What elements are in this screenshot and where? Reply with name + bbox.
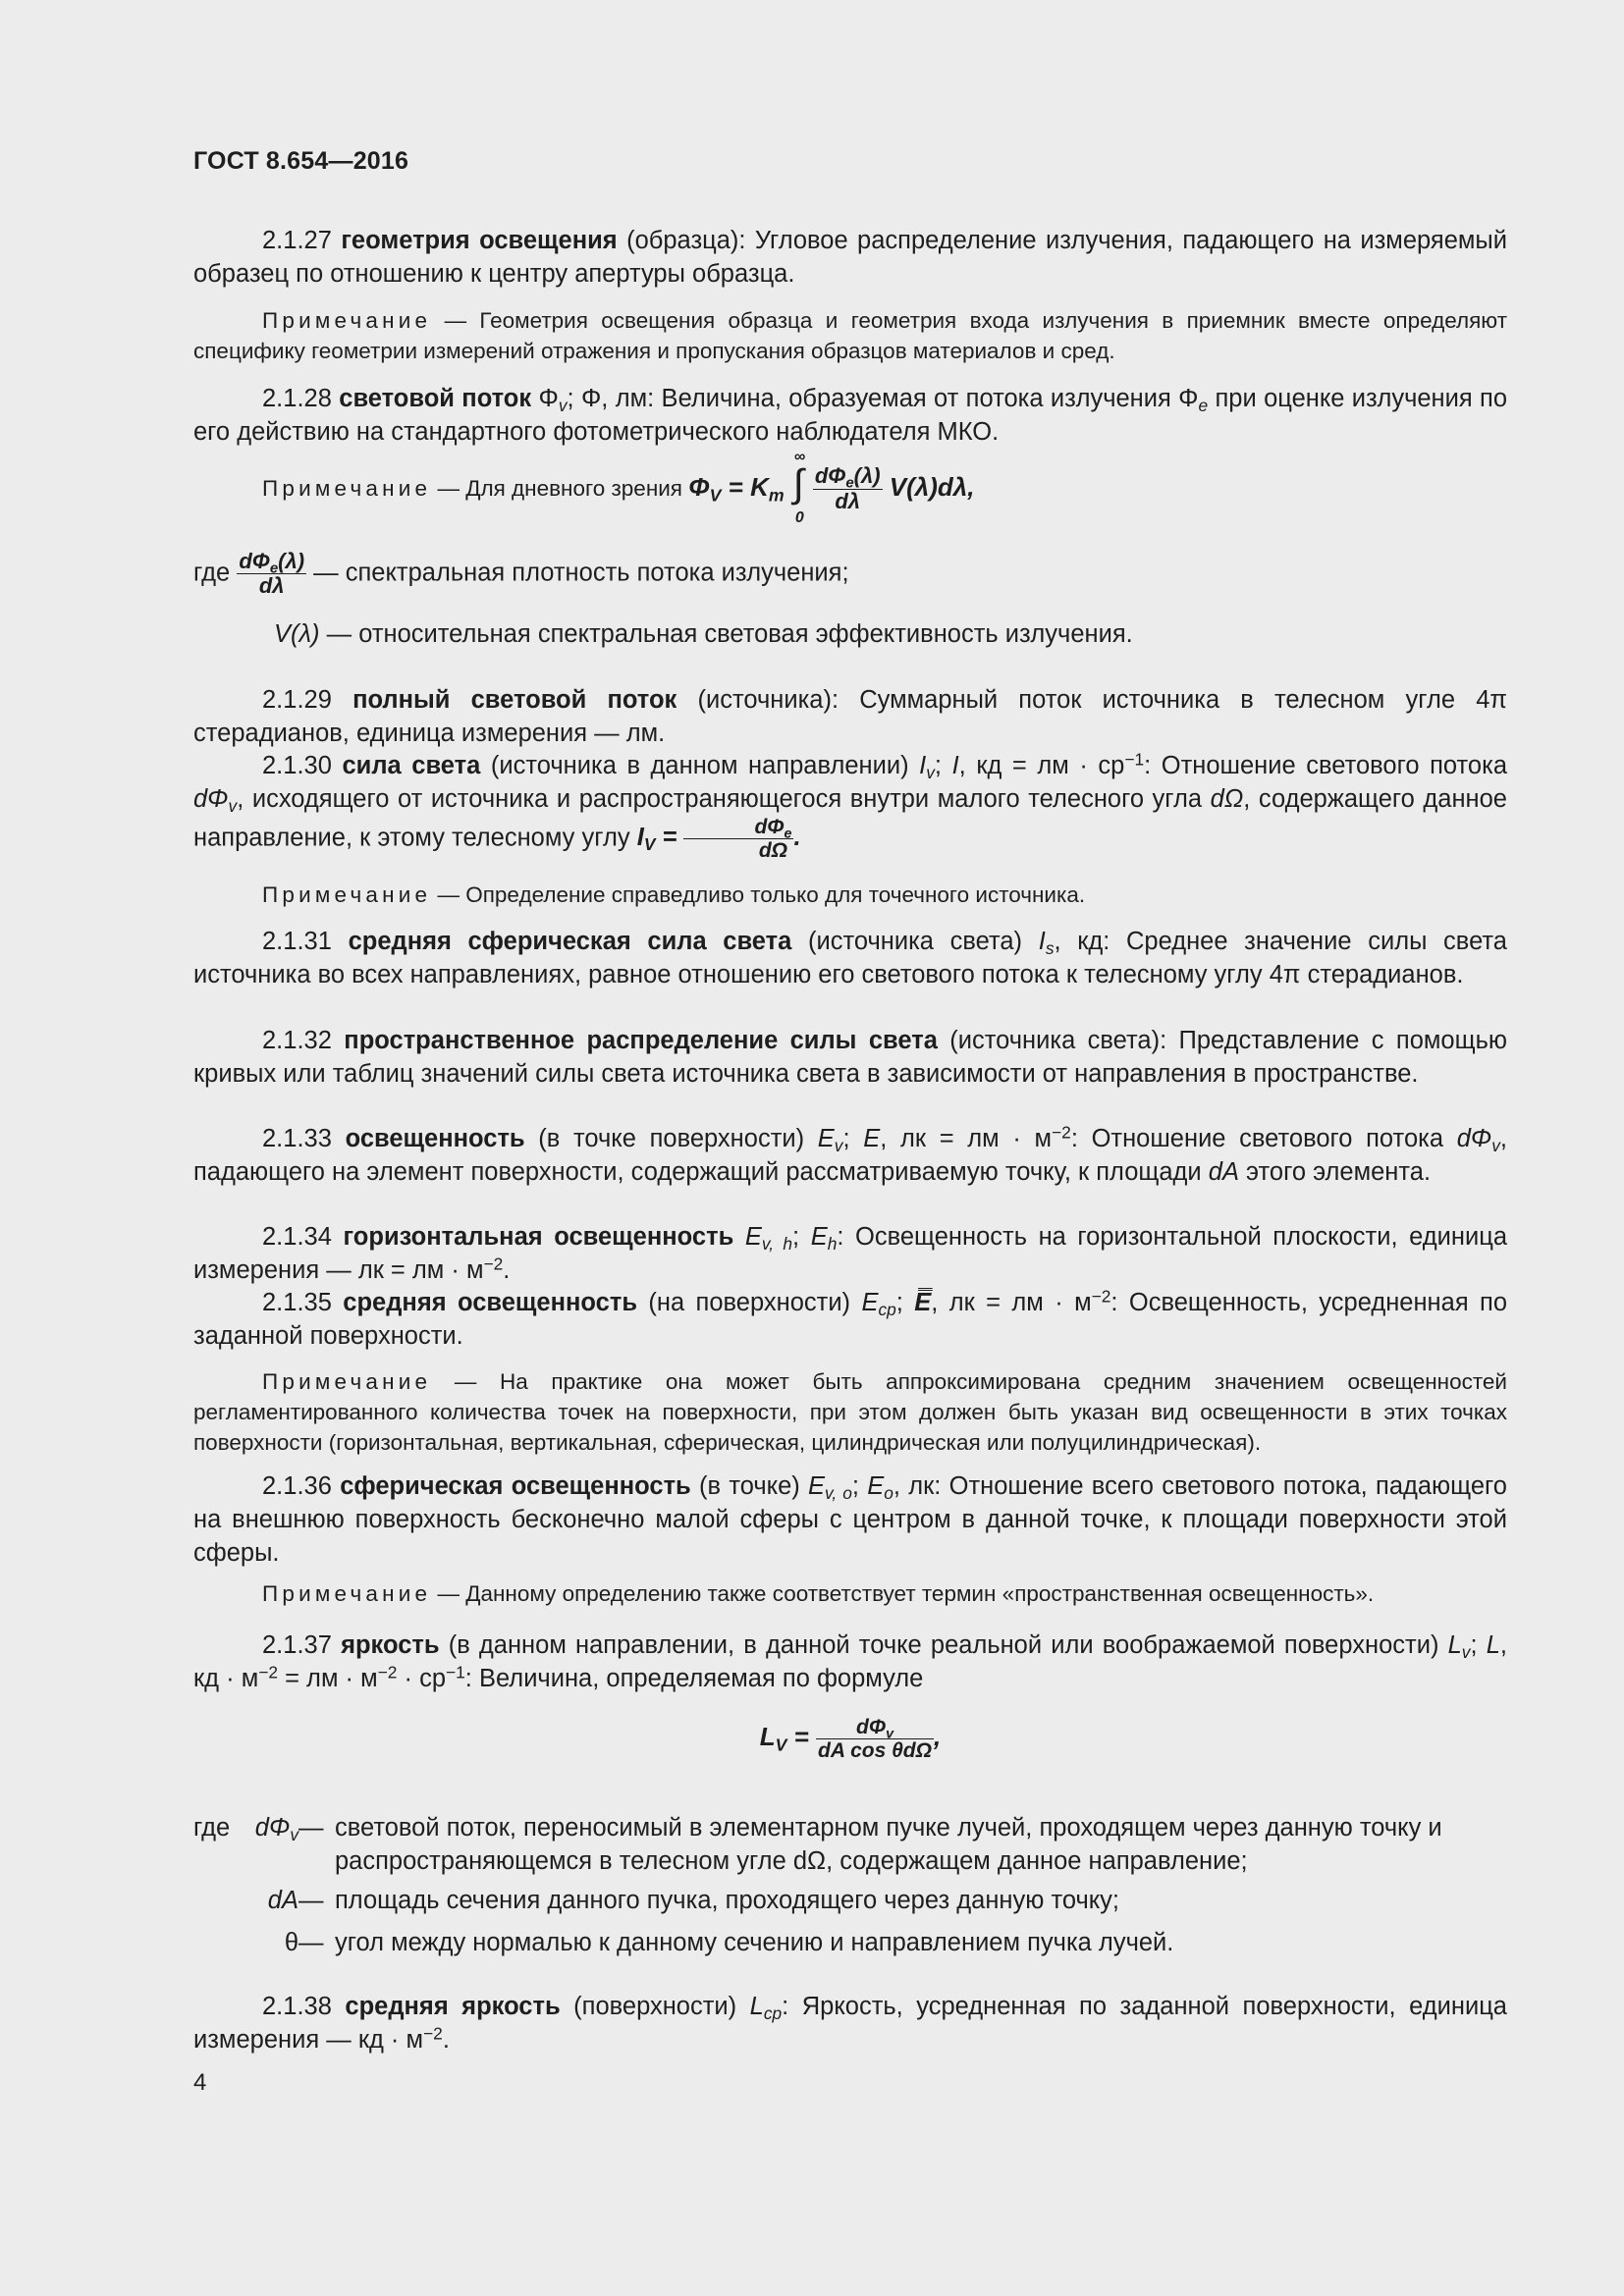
fraction: $\frac{d\Phi_v}{\text{dA cos θdΩ}}$ [818, 1716, 933, 1763]
section-2-1-36 [193, 1469, 1507, 1570]
where-row-1: где $\frac{d\Phi_e(\lambda)}{d\lambda}$ — спектральная плотность потока излучения; [193, 549, 849, 599]
where-text-2: площадь сечения данного пучка, проходящего через данную точку; [335, 1887, 1120, 1914]
where-dash-1: — [298, 1814, 324, 1842]
definition-paragraph: 2.1.29 полный световой поток (источника): Суммарный поток источника в телесном угле 4π стерадианов, единица измерения — лм. [193, 686, 1507, 747]
definition-paragraph: 2.1.36 сферическая освещенность (в точке) $E_{v, o}$; $E_o$, лк: Отношение всего светового потока, падающего на внешнюю поверхность бесконечно малой сферы с центром в данной точке, к площади поверхности этой сферы. [193, 1472, 1507, 1567]
term: геометрия освещения [341, 227, 618, 254]
integral-sign: ∞ ∫ 0 [792, 449, 806, 526]
section-2-1-38 [193, 1990, 1507, 2056]
note-2-1-30 [193, 880, 1507, 910]
formula-intensity: $I_V$ = $\frac{d\Phi_e}{d\Omega}$ . [636, 816, 801, 863]
definition-paragraph: 2.1.32 пространственное распределение силы света (источника света): Представление с помощью кривых или таблиц значений силы света источника света в зависимости от направления в пространстве. [193, 1027, 1507, 1088]
note-label: Примечание [262, 1581, 432, 1606]
term: пространственное распределение силы света [344, 1027, 938, 1054]
where-row-2: V(λ) — относительная спектральная световая эффективность излучения. [274, 620, 1133, 648]
fraction: $\frac{d\Phi_e(\lambda)}{d\lambda}$ [239, 549, 305, 599]
fraction: $\frac{d\Phi_e(\lambda)}{d\lambda}$ [814, 463, 881, 513]
formula-luminance: $L_V$ = $\frac{d\Phi_v}{\text{dA cos θdΩ}}$ , [759, 1716, 942, 1763]
note-2-1-35 [193, 1366, 1507, 1458]
note-label: Примечание [262, 882, 432, 907]
section-2-1-30 [193, 749, 1507, 862]
term: средняя сферическая сила света [348, 928, 792, 955]
where-dash-2: — [298, 1887, 324, 1914]
note-paragraph: Примечание — Для дневного зрения [262, 475, 689, 501]
formula-luminous-flux: $\Phi_V = K_m$ ∞ ∫ 0 $\frac{d\Phi_e(\lambda)}{d\lambda}$ V(λ)dλ, [688, 449, 975, 526]
note-label: Примечание [262, 308, 432, 333]
note-2-1-36 [193, 1578, 1507, 1609]
note-label: Примечание [262, 1369, 432, 1394]
term: световой поток [339, 385, 532, 412]
term: освещенность [345, 1125, 525, 1152]
where-label: где [193, 1814, 231, 1842]
definition-paragraph: 2.1.27 геометрия освещения (образца): Угловое распределение излучения, падающего на измеряемый образец по отношению к центру апертуры образца. [193, 227, 1507, 288]
section-2-1-28 [193, 382, 1507, 449]
definition-paragraph: 2.1.38 средняя яркость (поверхности) $L_{ср}$: Яркость, усредненная по заданной поверхности, единица измерения — кд · $м^{-2}$. [193, 1993, 1507, 2054]
term: средняя яркость [345, 1993, 561, 2020]
section-2-1-37 [193, 1629, 1507, 1695]
definition-paragraph: 2.1.28 световой поток $\Phi_v$; Φ, лм: Величина, образуемая от потока излучения $\Phi_e$ при оценке излучения по его действию на стандартного фотометрического наблюдателя МКО. [193, 385, 1508, 446]
fraction: $\frac{d\Phi_e}{d\Omega}$ [683, 816, 793, 862]
term: сферическая освещенность [340, 1472, 691, 1500]
note-label: Примечание [262, 475, 432, 501]
where-symbol-da: dA [267, 1887, 298, 1914]
section-2-1-35 [193, 1286, 1507, 1353]
term: средняя освещенность [343, 1289, 638, 1316]
term: сила света [342, 752, 481, 779]
page-number: 4 [193, 2069, 207, 2096]
note-paragraph: Примечание — Определение справедливо только для точечного источника. [262, 882, 1086, 907]
note-paragraph: Примечание — Данному определению также соответствует термин «пространственная освещенность». [262, 1581, 1375, 1606]
term: полный световой поток [352, 686, 677, 714]
definition-paragraph: 2.1.31 средняя сферическая сила света (источника света) $I_s$, кд: Среднее значение силы света источника во всех направлениях, равное отношению его светового потока к телесному углу 4π стерадианов. [193, 928, 1507, 988]
section-2-1-27 [193, 224, 1507, 291]
section-2-1-32 [193, 1024, 1507, 1091]
where-text-3: угол между нормалью к данному сечению и направлением пучка лучей. [335, 1929, 1174, 1956]
note-2-1-28 [262, 449, 1507, 526]
section-2-1-29 [193, 683, 1507, 750]
definition-paragraph: 2.1.33 освещенность (в точке поверхности) $E_v$; E, лк = лм · $м^{-2}$: Отношение светового потока $d\Phi_v$, падающего на элемент поверхности, содержащий рассматриваемую точку, к площади dA этого элемента. [193, 1122, 1507, 1186]
where-dash-3: — [298, 1929, 324, 1956]
definition-paragraph: 2.1.35 средняя освещенность (на поверхности) $E_{ср}$; E̿, лк = лм · $м^{-2}$: Освещенность, усредненная по заданной поверхности. [193, 1286, 1507, 1350]
definition-paragraph: 2.1.30 сила света (источника в данном направлении) $I_v$; I, кд = лм · $ср^{-1}$: Отношение светового потока $d\Phi_v$, исходящего от источника и распространяющегося внутри малого телесного угла dΩ, содержащего данное направление, к этому телесному углу $I_V$ = $\frac{d\Phi_e}{d\Omega}$ . [193, 749, 1507, 863]
note-paragraph: Примечание — Геометрия освещения образца и геометрия входа излучения в приемник вместе определяют специфику геометрии измерений отражения и пропускания образцов материалов и сред. [193, 308, 1507, 363]
document-header: ГОСТ 8.654—2016 [193, 147, 409, 175]
where-symbol-dphi: $d\Phi_v$ [254, 1814, 298, 1845]
definition-paragraph: 2.1.37 яркость (в данном направлении, в данной точке реальной или воображаемой поверхности) $L_v$; L, кд · $м^{-2}$ = лм · $м^{-2} \cdot ср^{-1}$: Величина, определяемая по формуле [193, 1631, 1507, 1692]
definition-paragraph: 2.1.34 горизонтальная освещенность $E_{v, h}$; $E_h$: Освещенность на горизонтальной плоскости, единица измерения — лк = лм · $м^{-2}$. [193, 1223, 1508, 1284]
where-text-1: световой поток, переносимый в элементарном пучке лучей, проходящем через данную точку и распространяющемся в телесном угле dΩ, содержащем данное направление; [335, 1814, 1442, 1875]
section-2-1-31 [193, 925, 1507, 991]
term: яркость [341, 1631, 440, 1659]
note-paragraph: Примечание — На практике она может быть аппроксимирована средним значением освещенностей регламентированного количества точек на поверхности, при этом должен быть указан вид освещенности в этих точках поверхности (горизонтальная, вертикальная, сферическая, цилиндрическая или полуцилиндрическая). [193, 1369, 1507, 1455]
where-symbol-theta: θ [284, 1929, 298, 1956]
section-2-1-34 [193, 1220, 1507, 1287]
term: горизонтальная освещенность [343, 1223, 734, 1251]
section-2-1-33 [193, 1122, 1507, 1189]
note-2-1-27 [193, 305, 1507, 366]
